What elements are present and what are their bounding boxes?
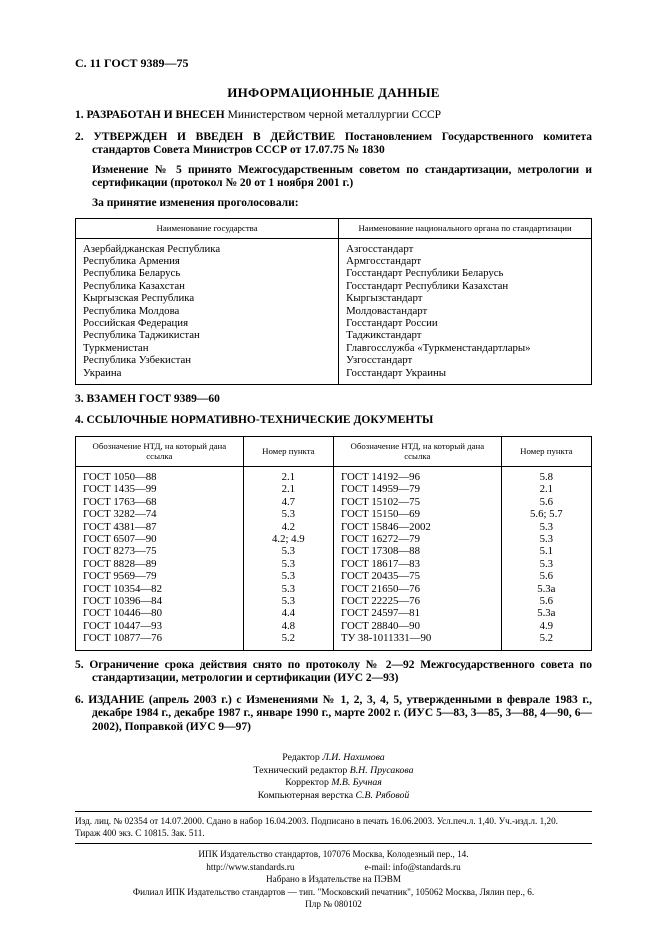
table-cell: ГОСТ 15102—75 bbox=[333, 496, 501, 508]
table-cell: Госстандарт Республики Казахстан bbox=[339, 280, 592, 292]
table-cell: 4.2; 4.9 bbox=[243, 533, 333, 545]
table-cell: 5.3а bbox=[501, 607, 591, 619]
table-cell: ГОСТ 4381—87 bbox=[76, 521, 244, 533]
table-cell: Республика Молдова bbox=[76, 305, 339, 317]
item-2-amendment: Изменение № 5 принято Межгосударственным советом по стандартизации, метрологии и сертификации (протокол № 20 от 1 ноября 2001 г.) bbox=[92, 163, 592, 189]
page-title: ИНФОРМАЦИОННЫЕ ДАННЫЕ bbox=[227, 85, 440, 100]
item-6: 6. ИЗДАНИЕ (апрель 2003 г.) с Изменениями № 1, 2, 3, 4, 5, утвержденными в феврале 1983 г., декабре 1984 г., декабре 1987 г., январе 1990 г., марте 2002 г. (ИУС 5—83, 3—85, 3—88, 4—90, 6—2002), Поправкой (ИУС 9—97) bbox=[75, 693, 592, 733]
publisher-license: Плр № 080102 bbox=[305, 899, 362, 910]
table-cell: ГОСТ 10396—84 bbox=[76, 595, 244, 607]
table-cell: 5.3 bbox=[501, 521, 591, 533]
table-cell: Госстандарт Республики Беларусь bbox=[339, 267, 592, 279]
table-cell: 5.1 bbox=[501, 545, 591, 557]
credit-name: С.В. Рябовой bbox=[355, 789, 410, 801]
table-cell: Главгосслужба «Туркменстандартлары» bbox=[339, 342, 592, 354]
table-cell: 2.1 bbox=[243, 466, 333, 483]
publisher-block bbox=[75, 848, 592, 911]
vote-table bbox=[75, 218, 592, 385]
item-4: 4. ССЫЛОЧНЫЕ НОРМАТИВНО-ТЕХНИЧЕСКИЕ ДОКУМЕНТЫ bbox=[75, 414, 434, 427]
table-row bbox=[76, 280, 592, 292]
table-cell: 5.3 bbox=[501, 558, 591, 570]
table-row bbox=[76, 367, 592, 385]
table-cell: ГОСТ 20435—75 bbox=[333, 570, 501, 582]
table-cell: Российская Федерация bbox=[76, 317, 339, 329]
publisher-address: ИПК Издательство стандартов, 107076 Москва, Колодезный пер., 14. bbox=[198, 849, 469, 860]
table-cell: ГОСТ 14192—96 bbox=[333, 466, 501, 483]
credit-role: Технический редактор bbox=[253, 764, 350, 776]
table-cell: ГОСТ 3282—74 bbox=[76, 508, 244, 520]
table-cell: ГОСТ 1763—68 bbox=[76, 496, 244, 508]
ref-header-ntd-right: Обозначение НТД, на который дана ссылка bbox=[333, 436, 501, 466]
table-cell: 5.6; 5.7 bbox=[501, 508, 591, 520]
ref-header-num-right: Номер пункта bbox=[501, 436, 591, 466]
table-row bbox=[76, 545, 592, 557]
credit-role: Редактор bbox=[282, 752, 323, 764]
table-row bbox=[76, 317, 592, 329]
table-cell: Республика Казахстан bbox=[76, 280, 339, 292]
vote-table-body bbox=[76, 238, 592, 384]
item-2: 2. УТВЕРЖДЕН И ВВЕДЕН В ДЕЙСТВИЕ Постановлением Государственного комитета стандартов Совета Министров СССР от 17.07.75 № 1830 bbox=[75, 130, 592, 156]
credit-name: В.Н. Прусакова bbox=[349, 764, 414, 776]
table-row bbox=[76, 354, 592, 366]
table-cell: Узгосстандарт bbox=[339, 354, 592, 366]
publisher-email: e-mail: info@standards.ru bbox=[364, 861, 461, 872]
table-cell: 5.2 bbox=[243, 632, 333, 650]
imprint-divider-bottom bbox=[75, 843, 592, 844]
imprint-line-1: Изд. лиц. № 02354 от 14.07.2000. Сдано в набор 16.04.2003. Подписано в печать 16.06.2003. Усл.печ.л. 1,40. Уч.-изд.л. 1,20. bbox=[75, 816, 558, 827]
table-cell: 5.3а bbox=[501, 583, 591, 595]
table-cell: Туркменистан bbox=[76, 342, 339, 354]
table-cell: ГОСТ 10446—80 bbox=[76, 607, 244, 619]
table-row bbox=[76, 329, 592, 341]
publisher-links-line bbox=[75, 861, 592, 874]
table-cell: Армгосстандарт bbox=[339, 255, 592, 267]
page-header: С. 11 ГОСТ 9389—75 bbox=[75, 56, 189, 70]
table-cell: ГОСТ 6507—90 bbox=[76, 533, 244, 545]
table-cell: ГОСТ 10447—93 bbox=[76, 620, 244, 632]
table-cell: ГОСТ 15846—2002 bbox=[333, 521, 501, 533]
credit-name: Л.И. Нахимова bbox=[322, 752, 385, 764]
item-3: 3. ВЗАМЕН ГОСТ 9389—60 bbox=[75, 392, 220, 405]
reference-table bbox=[75, 436, 592, 651]
table-cell: 4.7 bbox=[243, 496, 333, 508]
table-cell: ГОСТ 16272—79 bbox=[333, 533, 501, 545]
publisher-branch: Филиал ИПК Издательство стандартов — тип. "Московский печатник", 105062 Москва, Лялин пер., 6. bbox=[132, 886, 535, 897]
table-cell: Азгосстандарт bbox=[339, 238, 592, 255]
table-row bbox=[76, 342, 592, 354]
credit-line bbox=[75, 790, 592, 803]
table-cell: 5.3 bbox=[243, 545, 333, 557]
table-cell: 5.3 bbox=[243, 595, 333, 607]
table-cell: ГОСТ 9569—79 bbox=[76, 570, 244, 582]
table-cell: ГОСТ 8273—75 bbox=[76, 545, 244, 557]
table-row bbox=[76, 521, 592, 533]
table-row bbox=[76, 595, 592, 607]
table-row bbox=[76, 508, 592, 520]
table-cell: ГОСТ 10877—76 bbox=[76, 632, 244, 650]
publisher-typeset-note: Набрано в Издательстве на ПЭВМ bbox=[265, 874, 402, 885]
item-2-voted-label: За принятие изменения проголосовали: bbox=[92, 196, 299, 209]
table-cell: Украина bbox=[76, 367, 339, 385]
ref-header-num-left: Номер пункта bbox=[243, 436, 333, 466]
imprint-block bbox=[75, 815, 592, 839]
table-cell: 4.2 bbox=[243, 521, 333, 533]
table-cell: ГОСТ 18617—83 bbox=[333, 558, 501, 570]
table-cell: Госстандарт Украины bbox=[339, 367, 592, 385]
table-cell: Республика Беларусь bbox=[76, 267, 339, 279]
table-cell: 5.6 bbox=[501, 595, 591, 607]
table-cell: Кыргызстандарт bbox=[339, 292, 592, 304]
credits-block bbox=[75, 752, 592, 802]
table-cell: 5.3 bbox=[243, 558, 333, 570]
table-cell: 5.2 bbox=[501, 632, 591, 650]
table-cell: ГОСТ 1435—99 bbox=[76, 483, 244, 495]
credit-line bbox=[75, 777, 592, 790]
table-cell: Республика Таджикистан bbox=[76, 329, 339, 341]
table-row bbox=[76, 558, 592, 570]
table-row bbox=[76, 305, 592, 317]
table-cell: Азербайджанская Республика bbox=[76, 238, 339, 255]
table-row bbox=[76, 570, 592, 582]
table-cell: 5.3 bbox=[501, 533, 591, 545]
item-5: 5. Ограничение срока действия снято по протоколу № 2—92 Межгосударственного совета по стандартизации, метрологии и сертификации (ИУС 2—93) bbox=[75, 658, 592, 685]
table-cell: 2.1 bbox=[501, 483, 591, 495]
credit-role: Корректор bbox=[285, 777, 332, 789]
table-cell: ГОСТ 8828—89 bbox=[76, 558, 244, 570]
table-cell: ГОСТ 10354—82 bbox=[76, 583, 244, 595]
imprint-line-2: Тираж 400 экз. С 10815. Зак. 511. bbox=[75, 828, 205, 839]
table-cell: Кыргызская Республика bbox=[76, 292, 339, 304]
item-1 bbox=[75, 109, 592, 123]
table-cell: 4.9 bbox=[501, 620, 591, 632]
item-1-keyword: 1. РАЗРАБОТАН И ВНЕСЕН bbox=[75, 109, 225, 121]
credit-name: М.В. Бучная bbox=[331, 777, 382, 789]
table-cell: 5.8 bbox=[501, 466, 591, 483]
table-cell: Республика Узбекистан bbox=[76, 354, 339, 366]
vote-table-header-row bbox=[76, 219, 592, 239]
item-1-text: Министерством черной металлургии СССР bbox=[224, 109, 442, 121]
table-cell: 4.8 bbox=[243, 620, 333, 632]
table-cell: ГОСТ 21650—76 bbox=[333, 583, 501, 595]
table-cell: 5.6 bbox=[501, 570, 591, 582]
credit-role: Компьютерная верстка bbox=[257, 789, 356, 801]
table-row bbox=[76, 632, 592, 650]
table-row bbox=[76, 292, 592, 304]
table-cell: Республика Армения bbox=[76, 255, 339, 267]
table-row bbox=[76, 496, 592, 508]
table-row bbox=[76, 483, 592, 495]
table-cell: ГОСТ 24597—81 bbox=[333, 607, 501, 619]
vote-table-header-body: Наименование национального органа по стандартизации bbox=[339, 219, 592, 239]
table-cell: 5.6 bbox=[501, 496, 591, 508]
table-cell: 5.3 bbox=[243, 570, 333, 582]
table-row bbox=[76, 583, 592, 595]
table-row bbox=[76, 238, 592, 255]
table-cell: Таджикстандарт bbox=[339, 329, 592, 341]
table-row bbox=[76, 466, 592, 483]
table-cell: ГОСТ 28840—90 bbox=[333, 620, 501, 632]
ref-header-ntd-left: Обозначение НТД, на который дана ссылка bbox=[76, 436, 244, 466]
table-cell: ГОСТ 22225—76 bbox=[333, 595, 501, 607]
vote-table-header-state: Наименование государства bbox=[76, 219, 339, 239]
table-cell: ГОСТ 1050—88 bbox=[76, 466, 244, 483]
table-cell: ГОСТ 14959—79 bbox=[333, 483, 501, 495]
publisher-website: http://www.standards.ru bbox=[206, 861, 295, 872]
table-cell: 2.1 bbox=[243, 483, 333, 495]
table-row bbox=[76, 533, 592, 545]
table-cell: Госстандарт России bbox=[339, 317, 592, 329]
table-row bbox=[76, 607, 592, 619]
reference-table-header-row bbox=[76, 436, 592, 466]
table-row bbox=[76, 267, 592, 279]
table-cell: ТУ 38-1011331—90 bbox=[333, 632, 501, 650]
table-cell: 5.3 bbox=[243, 583, 333, 595]
table-row bbox=[76, 620, 592, 632]
table-cell: Молдовастандарт bbox=[339, 305, 592, 317]
table-cell: ГОСТ 17308—88 bbox=[333, 545, 501, 557]
credit-line bbox=[75, 752, 592, 765]
table-cell: ГОСТ 15150—69 bbox=[333, 508, 501, 520]
reference-table-body bbox=[76, 466, 592, 650]
credit-line bbox=[75, 765, 592, 778]
table-cell: 4.4 bbox=[243, 607, 333, 619]
table-row bbox=[76, 255, 592, 267]
table-cell: 5.3 bbox=[243, 508, 333, 520]
imprint-divider-top bbox=[75, 811, 592, 812]
